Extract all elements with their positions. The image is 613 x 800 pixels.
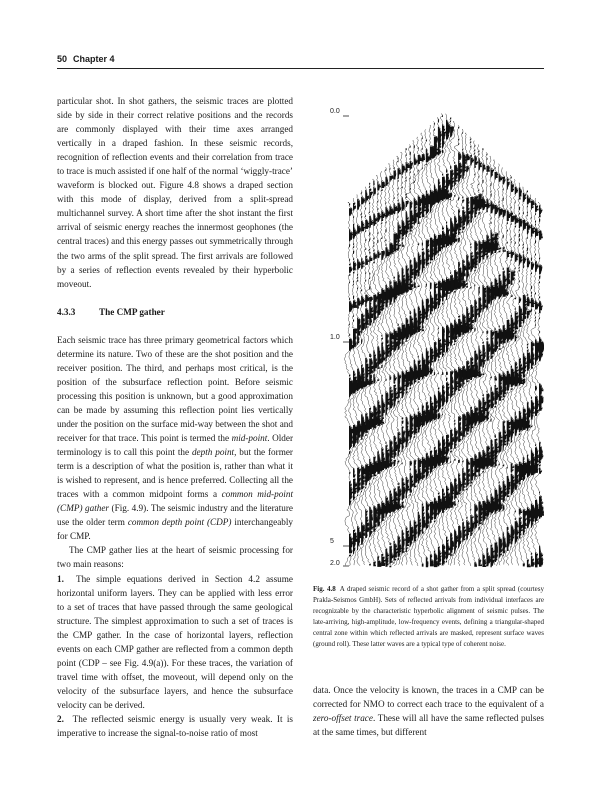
list-item-2: 2. The reflected seismic energy is usually very weak. It is imperative to increase the signal-to-noise ratio of most <box>57 713 294 739</box>
time-label-tick: 5 <box>330 538 334 545</box>
trace-fill <box>503 177 510 557</box>
header-rule <box>57 68 544 69</box>
figure-label: Fig. 4.8 <box>313 585 336 593</box>
term-depth-point: depth point <box>191 447 235 458</box>
time-label-1: 1.0 <box>330 334 340 341</box>
left-column <box>57 94 293 740</box>
seismic-figure <box>313 100 544 570</box>
paragraph-cmp-definition: Each seismic trace has three primary geometrical factors which determine its nature. Two of these are the shot position and the receiver position. The third, and perhaps most critical, is the position of the subsurface reflection point. Before seismic processing this position is unknown, but a good approximation can be made by assuming this reflection point lies vertically under the position on the surface mid-way between the shot and receiver for that trace. This point is termed the mid-point. Older terminology is to call this point the depth point, but the former term is a description of what the position is, rather than what it is wished to represent, and is hence preferred. Collecting all the traces with a common midpoint forms a common mid-point (CMP) gather (Fig. 4.9). The seismic industry and the literature use the older term common depth point (CDP) interchangeably for CMP. <box>57 334 294 542</box>
trace <box>458 129 470 566</box>
section-heading <box>57 305 293 319</box>
seismic-record-image <box>313 100 544 570</box>
wiggle-traces <box>344 114 544 568</box>
trace-fill <box>398 158 405 560</box>
figure-caption <box>313 584 544 651</box>
paragraph-two-reasons: The CMP gather lies at the heart of seismic processing for two main reasons: <box>57 545 293 570</box>
section-title: The CMP gather <box>99 306 165 317</box>
time-label-2: 2.0 <box>330 560 340 567</box>
section-number: 4.3.3 <box>57 306 76 317</box>
paragraph-shot-gathers: particular shot. In shot gathers, the seismic traces are plotted side by side in their correct relative positions and the records are commonly displayed with their time axes arranged vertically in a draped fashion. In these seismic records, recognition of reflection events and their correlation from trace to trace is much assisted if one half of the normal ‘wiggly-trace’ waveform is blocked out. Figure 4.8 shows a draped section with this mode of display, derived from a split-spread multichannel survey. A short time after the shot instant the first arrival of seismic energy reaches the innermost geophones (the central traces) and this energy passes out symmetrically through the two arms of the split spread. The first arrivals are followed by a series of reflection events revealed by their hyperbolic moveout. <box>57 96 293 289</box>
term-cdp: common depth point (CDP) <box>127 517 232 528</box>
caption-text: A draped seismic record of a shot gather from a split spread (courtesy Prakla-Seismos GmbH). Sets of reflected arrivals from individual interfaces are recognizable by the characteristic hyperbolic alignment of seismic pulses. The late-arriving, high-amplitude, low-frequency events, defining a triangular-shaped central zone within which reflected arrivals are masked, represent surface waves (ground roll). These latter waves are a typical type of coherent noise. <box>313 585 544 649</box>
paragraph-nmo: data. Once the velocity is known, the traces in a CMP can be corrected for NMO to correct each trace to the equivalent of a zero-offset trace. These will all have the same reflected pulses at the same times, but different <box>313 685 544 738</box>
term-mid-point: mid-point <box>231 433 268 444</box>
time-label-0: 0.0 <box>330 108 340 115</box>
chapter-title: Chapter 4 <box>73 54 115 64</box>
page-number: 50 <box>57 54 68 64</box>
term-cmp-gather: common mid-point (CMP) gather <box>57 489 294 514</box>
list-item-1: 1. The simple equations derived in Section 4.2 assume horizontal uniform layers. They can be applied with less error to a set of traces that have passed through the same geological structure. The simplest approximation to such a set of traces is the CMP gather. In the case of horizontal layers, reflection events on each CMP gather are reflected from a common depth point (CDP – see Fig. 4.9(a)). For these traces, the variation of travel time with offset, the moveout, will depend only on the velocity of the subsurface layers, and hence the subsurface velocity can be derived. <box>57 573 294 710</box>
right-column <box>313 683 544 739</box>
term-zero-offset: zero-offset trace <box>313 713 373 724</box>
running-header <box>57 54 115 64</box>
